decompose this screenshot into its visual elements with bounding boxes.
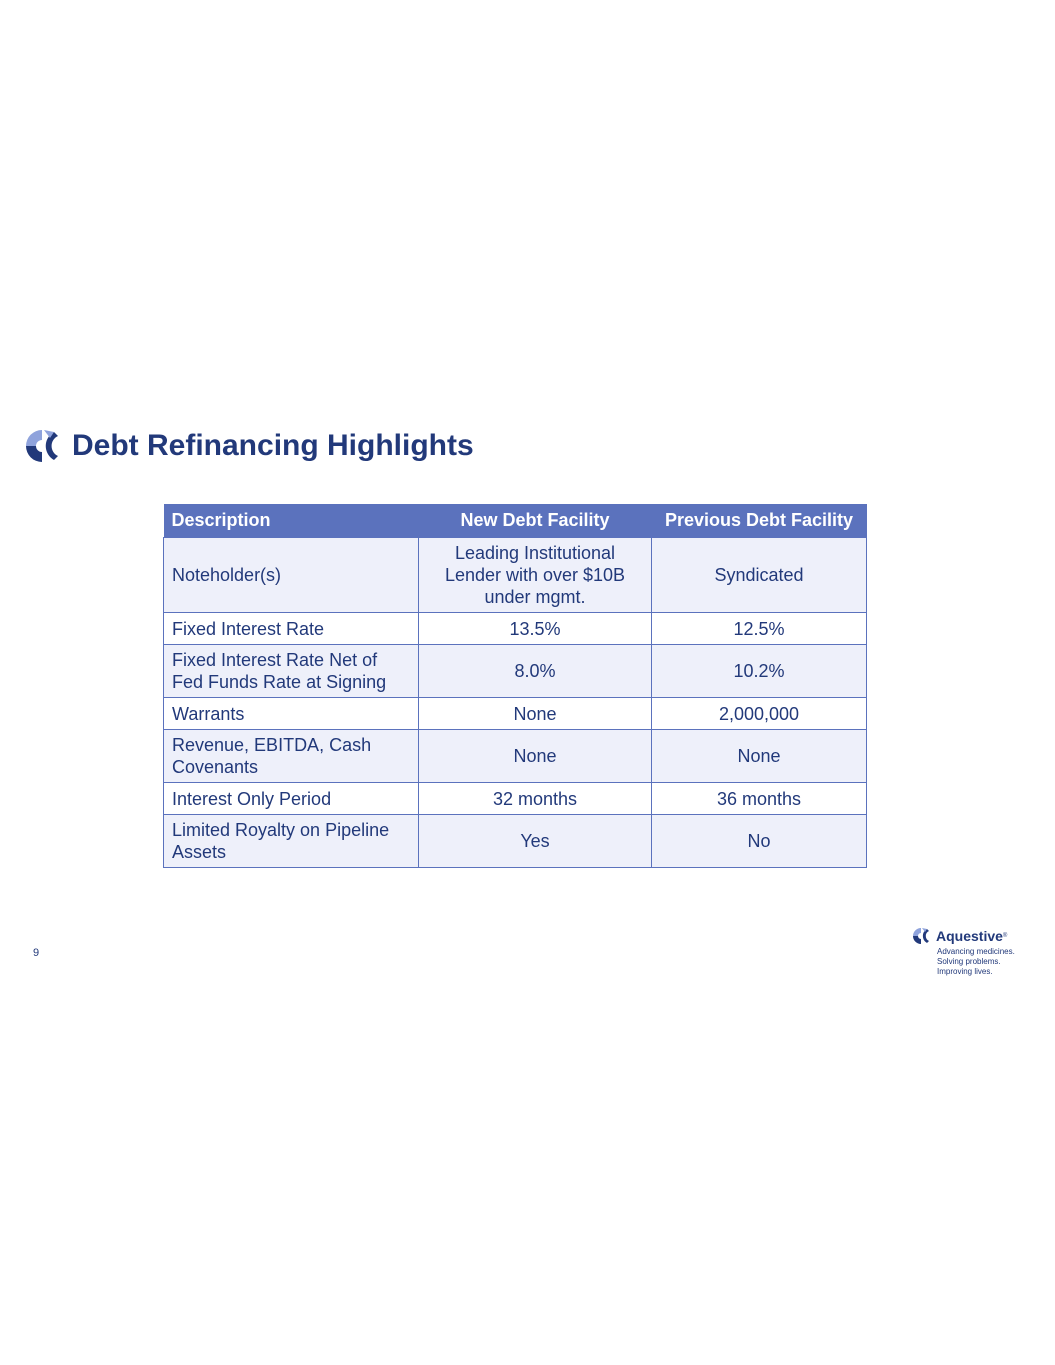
- page-number: 9: [33, 947, 40, 959]
- debt-comparison-table: [163, 504, 867, 868]
- brand-name: Aquestive: [936, 928, 1003, 944]
- table-row: [164, 815, 867, 868]
- previous-facility-value: 10.2%: [652, 645, 867, 698]
- table-row: [164, 730, 867, 783]
- registered-mark: ®: [1002, 933, 1008, 939]
- new-facility-value: None: [419, 698, 652, 730]
- new-facility-value: 13.5%: [419, 613, 652, 645]
- new-facility-value: 8.0%: [419, 645, 652, 698]
- row-label: Noteholder(s): [164, 538, 419, 613]
- slide-header: [20, 424, 474, 468]
- previous-facility-value: 2,000,000: [652, 698, 867, 730]
- previous-facility-value: No: [652, 815, 867, 868]
- new-facility-value: None: [419, 730, 652, 783]
- table-row: [164, 698, 867, 730]
- tagline-line: Solving problems.: [937, 957, 1001, 966]
- table-row: [164, 538, 867, 613]
- new-facility-value: 32 months: [419, 783, 652, 815]
- page-title: Debt Refinancing Highlights: [72, 429, 474, 462]
- column-header-previous-facility: Previous Debt Facility: [652, 504, 867, 538]
- table-row: [164, 645, 867, 698]
- previous-facility-value: 36 months: [652, 783, 867, 815]
- brand-footer: [910, 926, 1030, 977]
- tagline-line: Advancing medicines.: [937, 947, 1015, 956]
- previous-facility-value: Syndicated: [652, 538, 867, 613]
- row-label: Interest Only Period: [164, 783, 419, 815]
- brand-lockup: [910, 926, 1030, 946]
- tagline-line: Improving lives.: [937, 967, 993, 976]
- aquestive-mark-icon: [20, 426, 64, 466]
- brand-tagline: [937, 947, 1030, 977]
- new-facility-value: Yes: [419, 815, 652, 868]
- previous-facility-value: 12.5%: [652, 613, 867, 645]
- column-header-description: Description: [164, 504, 419, 538]
- row-label: Warrants: [164, 698, 419, 730]
- previous-facility-value: None: [652, 730, 867, 783]
- row-label: Revenue, EBITDA, Cash Covenants: [164, 730, 419, 783]
- row-label: Fixed Interest Rate Net of Fed Funds Rate at Signing: [164, 645, 419, 698]
- table-row: [164, 783, 867, 815]
- aquestive-mark-icon: [910, 926, 932, 946]
- row-label: Limited Royalty on Pipeline Assets: [164, 815, 419, 868]
- table-header-row: [164, 504, 867, 538]
- column-header-new-facility: New Debt Facility: [419, 504, 652, 538]
- row-label: Fixed Interest Rate: [164, 613, 419, 645]
- table-row: [164, 613, 867, 645]
- new-facility-value: Leading Institutional Lender with over $10B under mgmt.: [419, 538, 652, 613]
